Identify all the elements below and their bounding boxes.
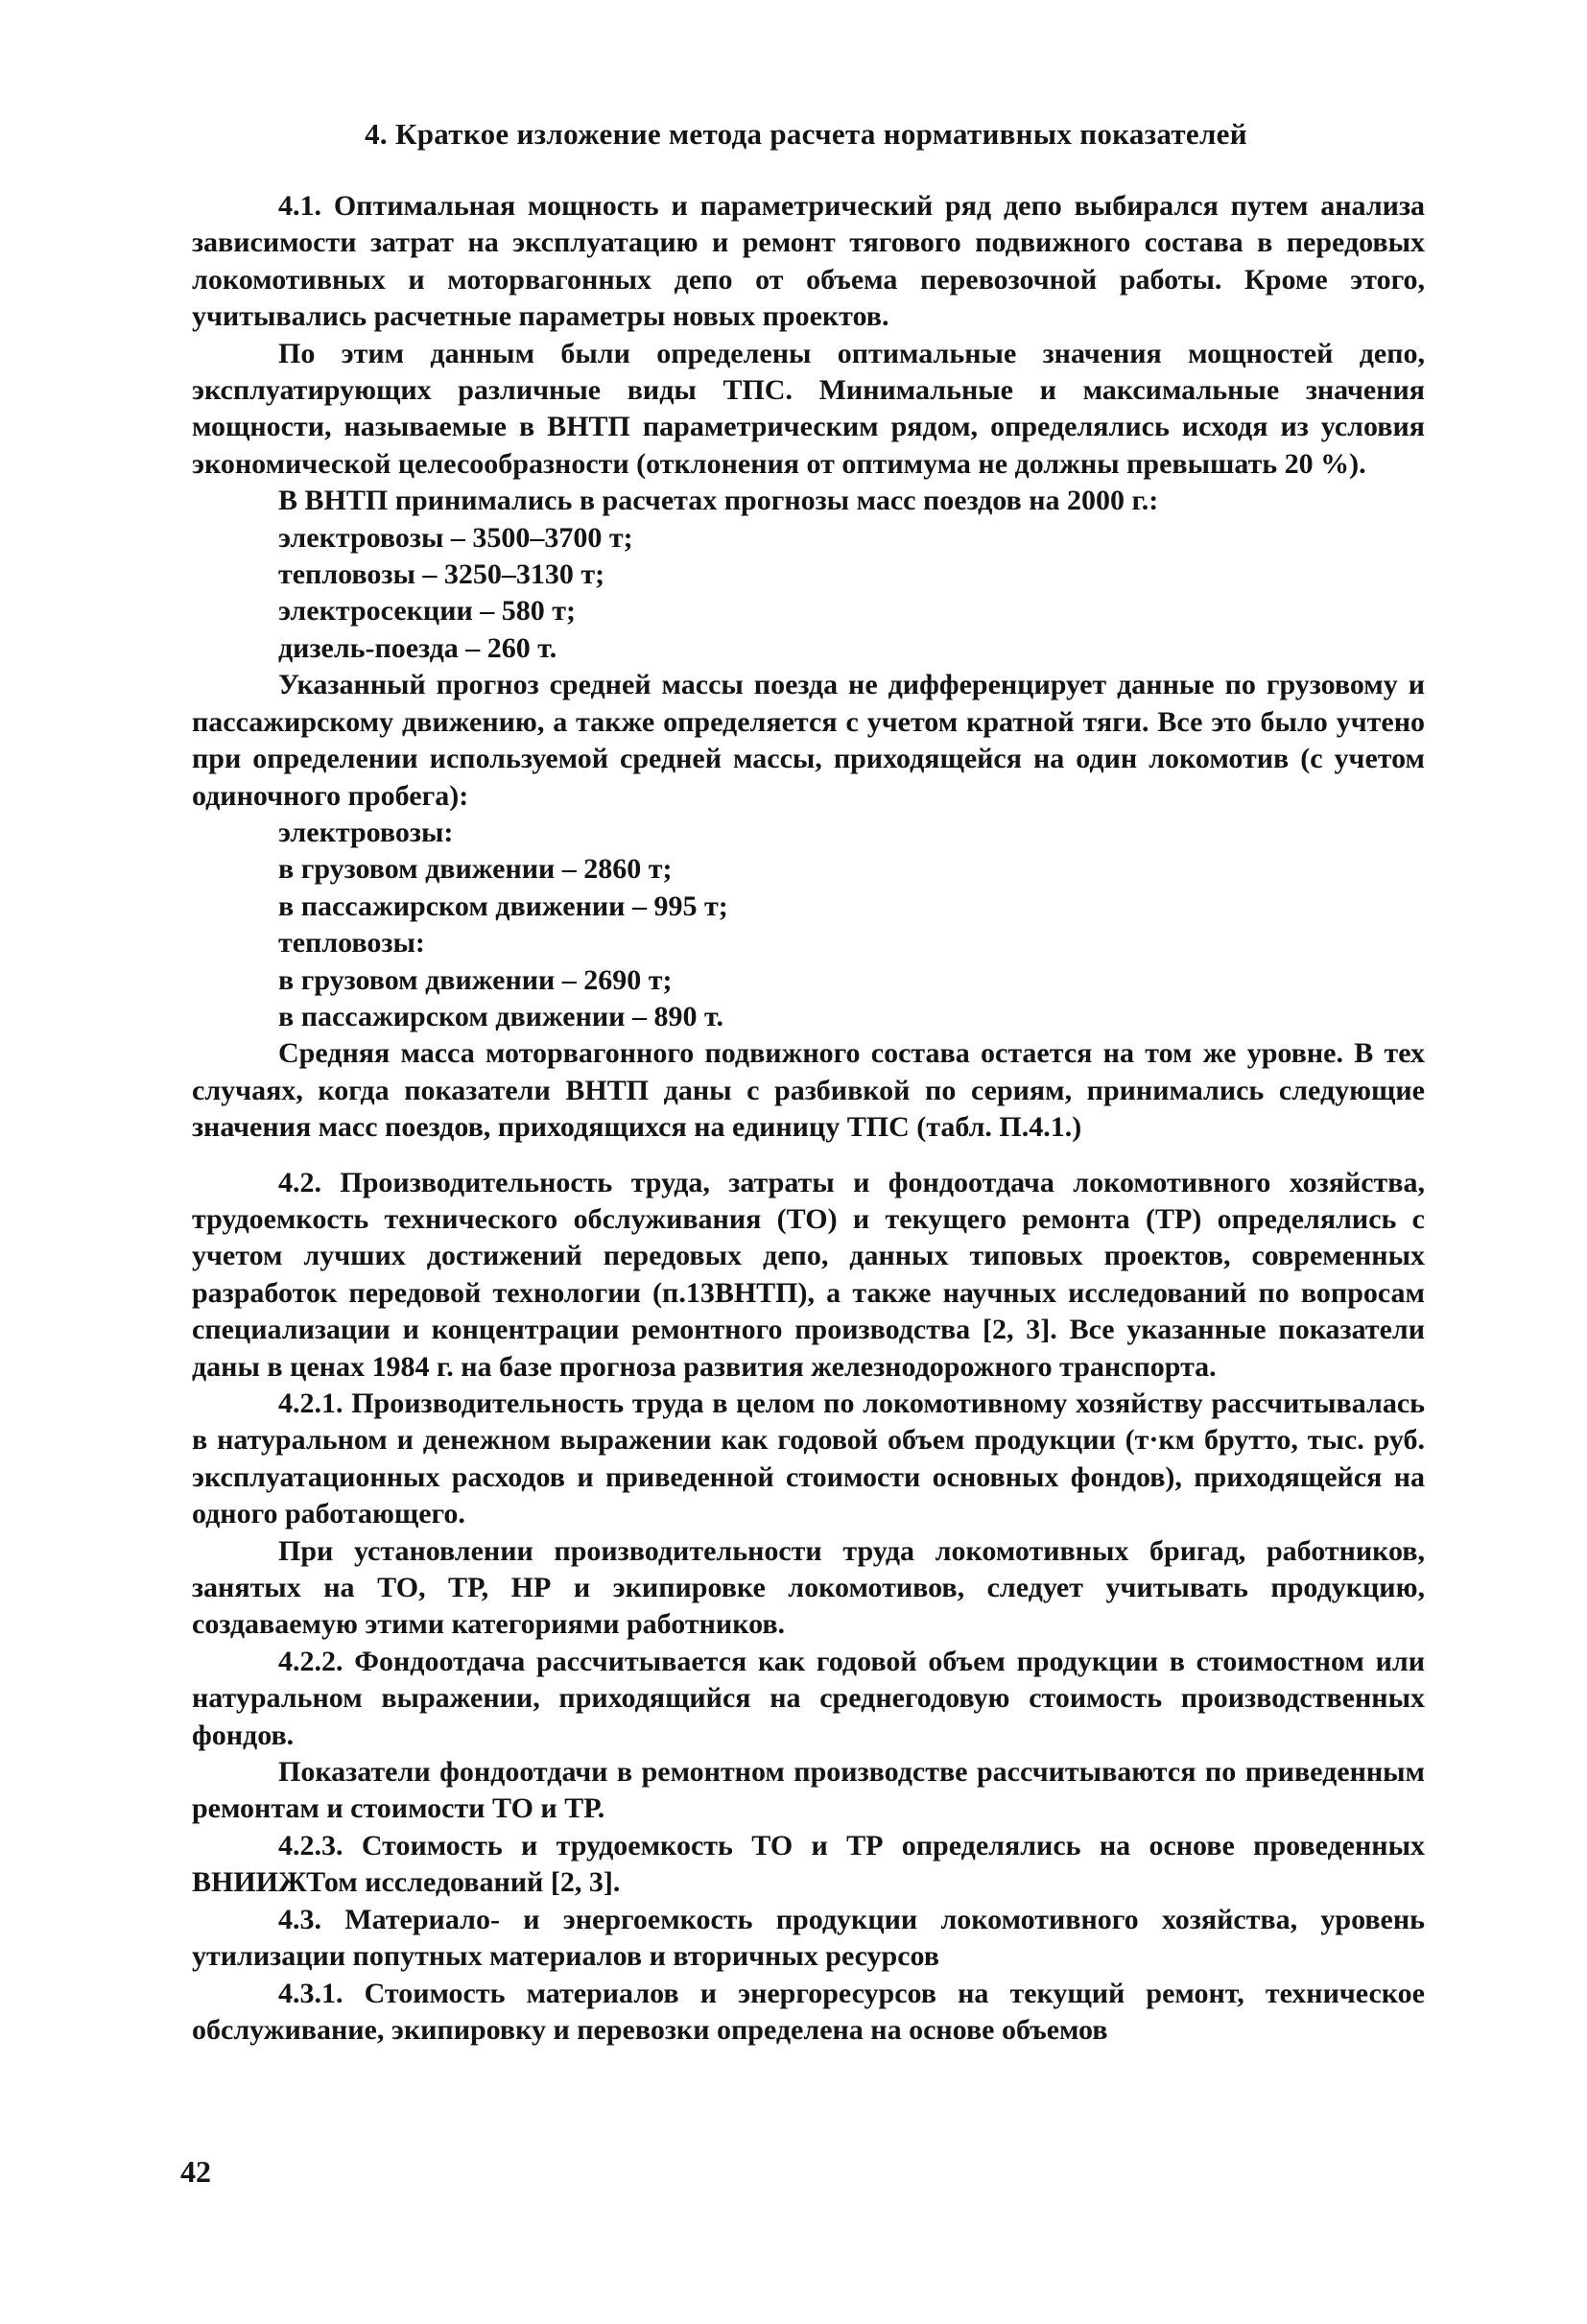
section-body (192, 188, 1425, 2049)
list-item: дизель-поезда – 260 т. (278, 631, 557, 664)
list-item: в пассажирском движении – 890 т. (278, 1000, 723, 1032)
paragraph-4-2-3: 4.2.3. Стоимость и трудоемкость ТО и ТР определялись на основе проведенных ВНИИЖТом исследований [2, 3]. (192, 1829, 1425, 1899)
list-item: в грузовом движении – 2860 т; (278, 853, 673, 886)
paragraph-crew-productivity: При установлении производительности труда локомотивных бригад, работников, занятых на ТО, ТР, НР и экипировке локомотивов, следует учитывать продукцию, создаваемую этими категориями работников. (192, 1534, 1425, 1641)
paragraph-mvps-mass: Средняя масса моторвагонного подвижного состава остается на том же уровне. В тех случаях, когда показатели ВНТП даны с разбивкой по сериям, принимались следующие значения масс поездов, приходящихся на единицу ТПС (табл. П.4.1.) (192, 1037, 1425, 1144)
paragraph-4-1: 4.1. Оптимальная мощность и параметрический ряд депо выбирался путем анализа зависимости затрат на эксплуатацию и ремонт тягового подвижного состава в передовых локомотивных и моторвагонных депо от объема перевозочной работы. Кроме этого, учитывались расчетные параметры новых проектов. (192, 190, 1425, 333)
list-item: в грузовом движении – 2690 т; (278, 963, 673, 996)
list-item: тепловозы: (278, 927, 425, 960)
mass-list (192, 815, 1425, 1035)
paragraph-4-2: 4.2. Производительность труда, затраты и фондоотдача локомотивного хозяйства, трудоемкость технического обслуживания (ТО) и текущего ремонта (ТР) определялись с учетом лучших достижений передовых депо, данных типовых проектов, современных разработок передовой технологии (п.13ВНТП), а также научных исследований по вопросам специализации и концентрации ремонтного производства [2, 3]. Все указанные показатели даны в ценах 1984 г. на базе прогноза развития железнодорожного транспорта. (192, 1166, 1425, 1383)
paragraph-forecast-intro: В ВНТП принимались в расчетах прогнозы масс поездов на 2000 г.: (278, 485, 1159, 517)
list-item: тепловозы – 3250–3130 т; (278, 558, 605, 591)
paragraph-optimal-capacity: По этим данным были определены оптимальные значения мощностей депо, эксплуатирующих различные виды ТПС. Минимальные и максимальные значения мощности, называемые в ВНТП параметрическим рядом, определялись исходя из условия экономической целесообразности (отклонения от оптимума не должны превышать 20 %). (192, 337, 1425, 480)
section-heading: 4. Краткое изложение метода расчета нормативных показателей (365, 117, 1247, 151)
paragraph-4-3-1: 4.3.1. Стоимость материалов и энергоресурсов на текущий ремонт, техническое обслуживание, экипировку и перевозки определена на основе объемов (192, 1977, 1425, 2046)
forecast-list (192, 520, 1425, 668)
paragraph-train-mass: Указанный прогноз средней массы поезда не дифференцирует данные по грузовому и пассажирскому движению, а также определяется с учетом кратной тяги. Все это было учтено при определении используемой средней массы, приходящейся на один локомотив (с учетом одиночного пробега): (192, 669, 1425, 812)
list-item: в пассажирском движении – 995 т; (278, 889, 728, 922)
list-item: электросекции – 580 т; (278, 595, 577, 628)
paragraph-4-2-1: 4.2.1. Производительность труда в целом по локомотивному хозяйству рассчитывалась в натуральном и денежном выражении как годовой объем продукции (т·км брутто, тыс. руб. эксплуатационных расходов и приведенной стоимости основных фондов), приходящейся на одного работающего. (192, 1387, 1425, 1530)
list-item: электровозы: (278, 816, 454, 848)
page-number: 42 (180, 2154, 211, 2189)
paragraph-4-2-2: 4.2.2. Фондоотдача рассчитывается как годовой объем продукции в стоимостном или натуральном выражении, приходящийся на среднегодовую стоимость производственных фондов. (192, 1645, 1425, 1751)
paragraph-fund-return: Показатели фондоотдачи в ремонтном производстве рассчитываются по приведенным ремонтам и стоимости ТО и ТР. (192, 1756, 1425, 1825)
list-item: электровозы – 3500–3700 т; (278, 521, 633, 554)
paragraph-4-3: 4.3. Материало- и энергоемкость продукции локомотивного хозяйства, уровень утилизации попутных материалов и вторичных ресурсов (192, 1903, 1425, 1973)
